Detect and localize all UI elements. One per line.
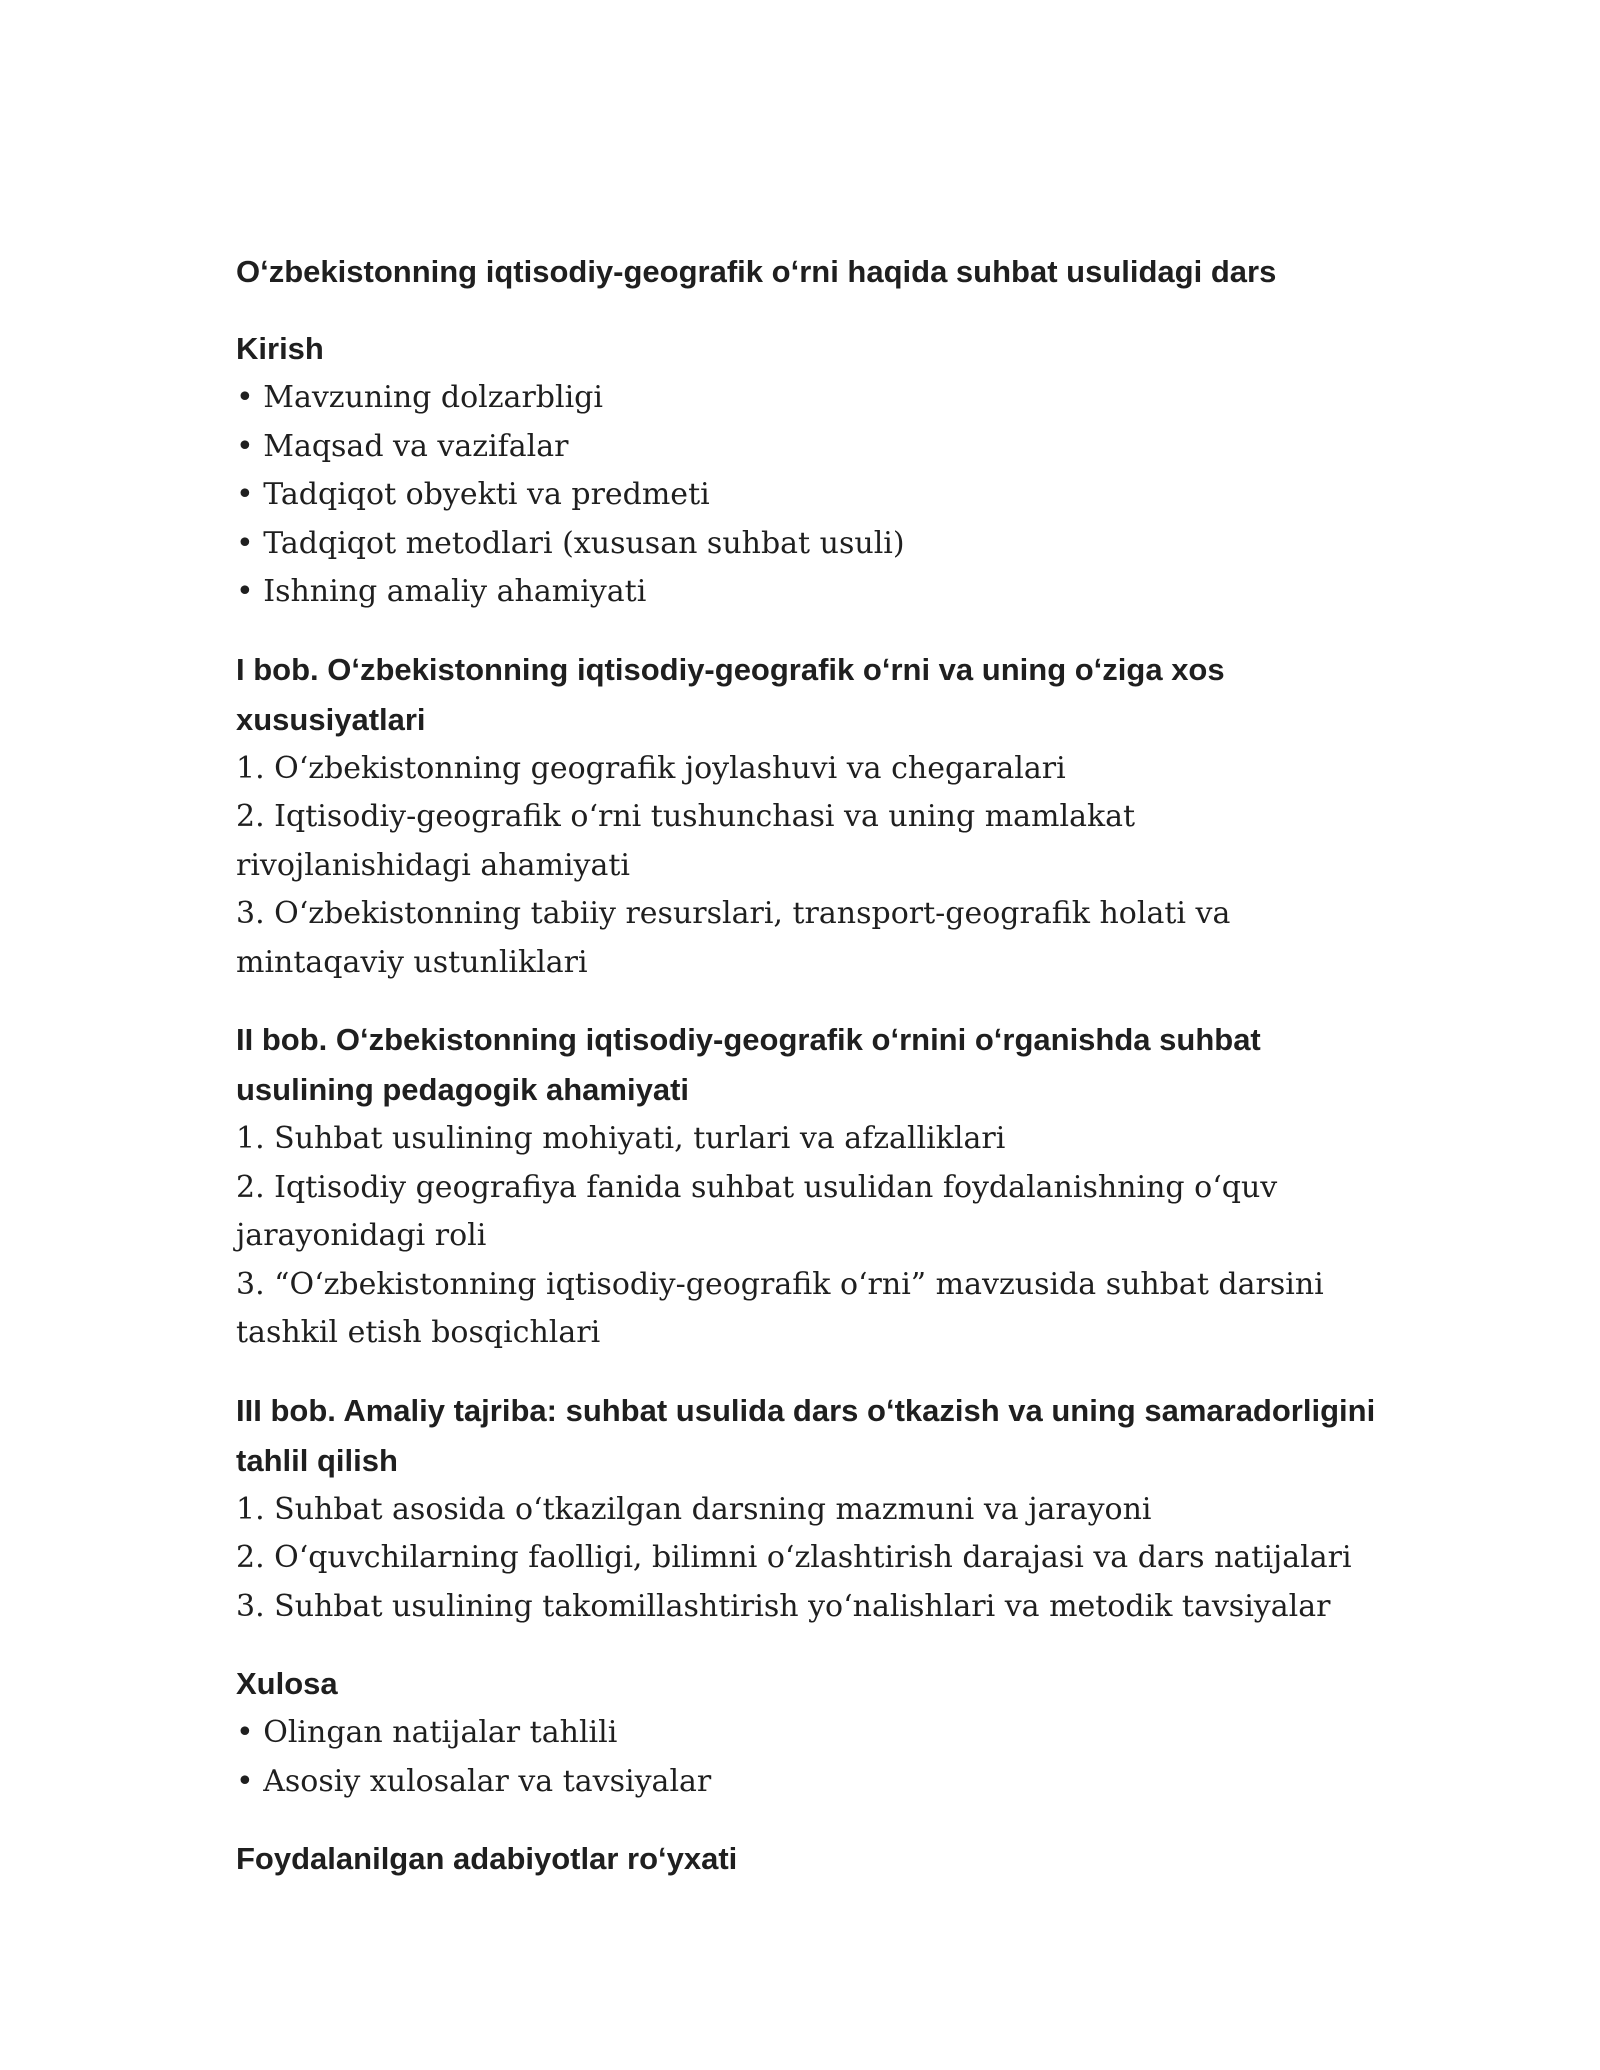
section-chapter-1 [236, 645, 1376, 988]
list-item: 2. Iqtisodiy-geografik oʻrni tushunchasi va uning mamlakat rivojlanishidagi ahamiyati [236, 799, 1136, 883]
document-title: Oʻzbekistonning iqtisodiy-geografik oʻrni haqida suhbat usulidagi dars [236, 254, 1277, 289]
list-item: 3. Suhbat usulining takomillashtirish yoʻnalishlari va metodik tavsiyalar [236, 1588, 1331, 1624]
document-page [236, 248, 1376, 1912]
section-kirish [236, 324, 1376, 617]
list-item: 1. Suhbat asosida oʻtkazilgan darsning mazmuni va jarayoni [236, 1491, 1152, 1527]
section-chapter-3 [236, 1386, 1376, 1632]
list-item: 1. Oʻzbekistonning geografik joylashuvi va chegaralari [236, 750, 1066, 786]
section-item-list [236, 745, 1376, 988]
section-chapter-2 [236, 1015, 1376, 1358]
list-item: 3. “Oʻzbekistonning iqtisodiy-geografik oʻrni” mavzusida suhbat darsini tashkil etish bosqichlari [236, 1266, 1324, 1350]
list-item: • Tadqiqot obyekti va predmeti [236, 477, 710, 512]
list-item: • Mavzuning dolzarbligi [236, 380, 603, 415]
section-item-list [236, 1115, 1376, 1358]
list-item: 2. Iqtisodiy geografiya fanida suhbat usulidan foydalanishning oʻquv jarayonidagi roli [236, 1169, 1278, 1253]
list-item: • Asosiy xulosalar va tavsiyalar [236, 1763, 712, 1799]
list-item: • Ishning amaliy ahamiyati [236, 574, 647, 609]
section-item-list [236, 1709, 1376, 1806]
section-heading: Kirish [236, 331, 324, 366]
section-heading: II bob. Oʻzbekistonning iqtisodiy-geografik oʻrnini oʻrganishda suhbat usulining pedagogik ahamiyati [236, 1022, 1261, 1107]
section-heading: III bob. Amaliy tajriba: suhbat usulida dars oʻtkazish va uning samaradorligini tahlil qilish [236, 1392, 1376, 1478]
list-item: 1. Suhbat usulining mohiyati, turlari va afzalliklari [236, 1121, 1006, 1156]
list-item: • Olingan natijalar tahlili [236, 1715, 618, 1750]
list-item: 3. Oʻzbekistonning tabiiy resurslari, transport-geografik holati va mintaqaviy ustunliklari [236, 896, 1231, 980]
section-xulosa [236, 1659, 1376, 1806]
section-references [236, 1834, 1376, 1884]
list-item: 2. Oʻquvchilarning faolligi, bilimni oʻzlashtirish darajasi va dars natijalari [236, 1540, 1352, 1575]
section-heading: I bob. Oʻzbekistonning iqtisodiy-geografik oʻrni va uning oʻziga xos xususiyatlari [236, 651, 1225, 737]
section-item-list [236, 1486, 1376, 1632]
list-item: • Maqsad va vazifalar [236, 428, 569, 464]
section-item-list [236, 374, 1376, 617]
list-item: • Tadqiqot metodlari (xususan suhbat usuli) [236, 525, 905, 561]
section-heading: Foydalanilgan adabiyotlar roʻyxati [236, 1841, 738, 1876]
section-heading: Xulosa [236, 1666, 338, 1701]
